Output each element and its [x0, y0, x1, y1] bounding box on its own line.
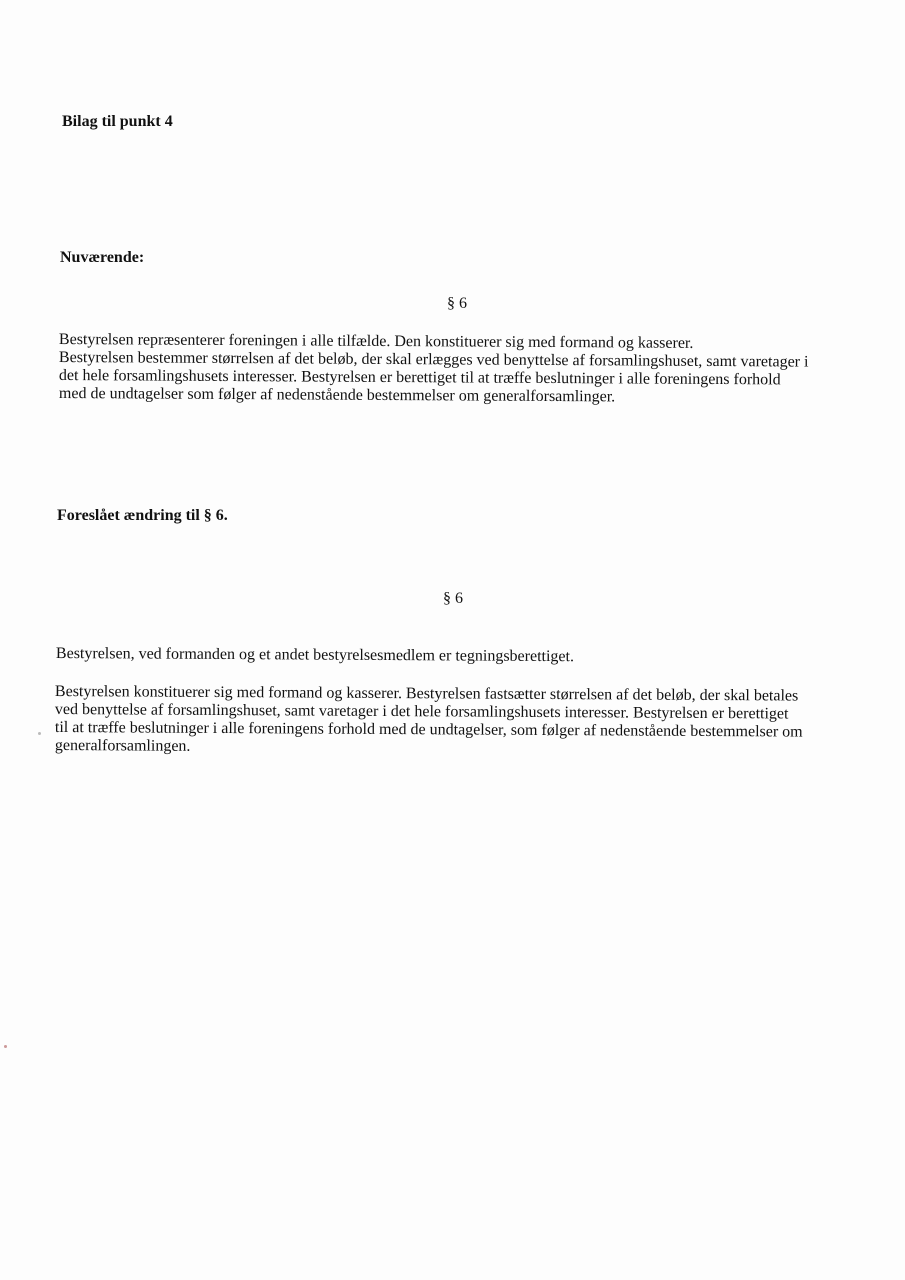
proposed-section-mark: § 6 [443, 590, 463, 607]
current-line-2: Bestyrelsen bestemmer størrelsen af det beløb, der skal erlægges ved benyttelse af forsamlingshuset, samt varetager i [58, 349, 809, 371]
current-heading: Nuværende: [60, 249, 145, 266]
proposed-heading: Foreslået ændring til § 6. [57, 507, 228, 524]
current-line-3: det hele forsamlingshusets interesser. Bestyrelsen er berettiget til at træffe beslutninger i alle foreningens forhold [58, 367, 781, 389]
proposed-line-1: Bestyrelsen konstituerer sig med formand og kasserer. Bestyrelsen fastsætter størrelsen af det beløb, der skal betales [54, 683, 799, 705]
proposed-line-3: til at træffe beslutninger i alle foreningens forhold med de undtagelser, som følger af nedenstående bestemmelser om [54, 719, 803, 741]
current-section-mark: § 6 [447, 295, 467, 312]
proposed-paragraph-1: Bestyrelsen, ved formanden og et andet bestyrelsesmedlem er tegningsberettiget. [55, 645, 575, 666]
scan-speck [38, 732, 41, 735]
proposed-line-4: generalforsamlingen. [54, 737, 191, 755]
scan-speck [4, 1045, 7, 1048]
current-line-4: med de undtagelser som følger af nedenstående bestemmelser om generalforsamlinger. [58, 385, 616, 406]
current-line-1: Bestyrelsen repræsenterer foreningen i alle tilfælde. Den konstituerer sig med formand og kasserer. [58, 331, 694, 352]
document-title: Bilag til punkt 4 [62, 113, 173, 130]
proposed-line-2: ved benyttelse af forsamlingshuset, samt varetager i det hele forsamlingshusets interesser. Bestyrelsen er berettiget [54, 701, 789, 723]
